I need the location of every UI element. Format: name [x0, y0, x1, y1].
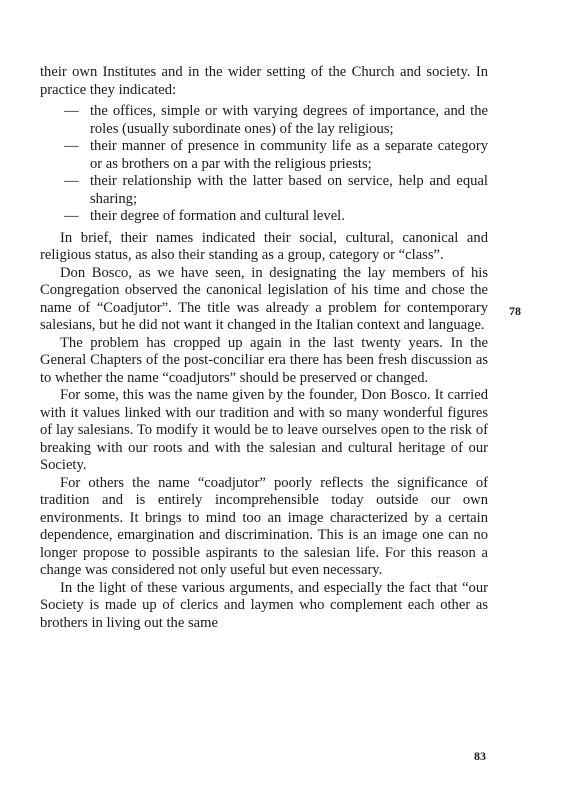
dash-marker: —	[64, 208, 79, 224]
list-item	[64, 208, 488, 226]
list-item	[64, 173, 488, 208]
paragraph: Don Bosco, as we have seen, in designating the lay members of his Congregation observed the canonical legislation of his time and chose the name of “Coadjutor”. The title was already a problem for contemporary salesians, but he did not want it changed in the Italian context and language.	[40, 264, 488, 333]
dash-list	[40, 103, 488, 226]
list-item-text: their manner of presence in community life as a separate category or as brothers on a par with the religious priests;	[90, 138, 488, 172]
page-number: 83	[474, 749, 486, 763]
paragraph: In the light of these various arguments, and especially the fact that “our Society is made up of clerics and laymen who complement each other as brothers in living out the same	[40, 579, 488, 631]
paragraph: For others the name “coadjutor” poorly reflects the significance of tradition and is entirely incomprehensible today outside our own environments. It brings to mind too an image characterized by a certain dependence, emargination and discrimination. This is an image one can no longer propose to possible aspirants to the salesian life. For this reason a change was considered not only useful but even necessary.	[40, 474, 488, 578]
dash-marker: —	[64, 103, 79, 119]
dash-marker: —	[64, 138, 79, 154]
margin-reference-number: 78	[509, 304, 521, 318]
dash-marker: —	[64, 173, 79, 189]
paragraph: The problem has cropped up again in the last twenty years. In the General Chapters of the post-conciliar era there has been fresh discussion as to whether the name “coadjutors” should be preserved or changed.	[40, 334, 488, 386]
list-item-text: the offices, simple or with varying degrees of importance, and the roles (usually subordinate ones) of the lay religious;	[90, 103, 488, 137]
intro-paragraph: their own Institutes and in the wider setting of the Church and society. In practice they indicated:	[40, 64, 488, 98]
paragraph: For some, this was the name given by the founder, Don Bosco. It carried with it values linked with our tradition and with so many wonderful figures of lay salesians. To modify it would be to leave ourselves open to the risk of breaking with our roots and with the salesian and cultural heritage of our Society.	[40, 387, 488, 473]
paragraph: In brief, their names indicated their social, cultural, canonical and religious status, as also their standing as a group, category or “class”.	[40, 229, 488, 263]
list-item	[64, 138, 488, 173]
list-item	[64, 103, 488, 138]
list-item-text: their relationship with the latter based on service, help and equal sharing;	[90, 173, 488, 207]
body-text	[40, 64, 488, 632]
list-item-text: their degree of formation and cultural level.	[90, 208, 345, 224]
